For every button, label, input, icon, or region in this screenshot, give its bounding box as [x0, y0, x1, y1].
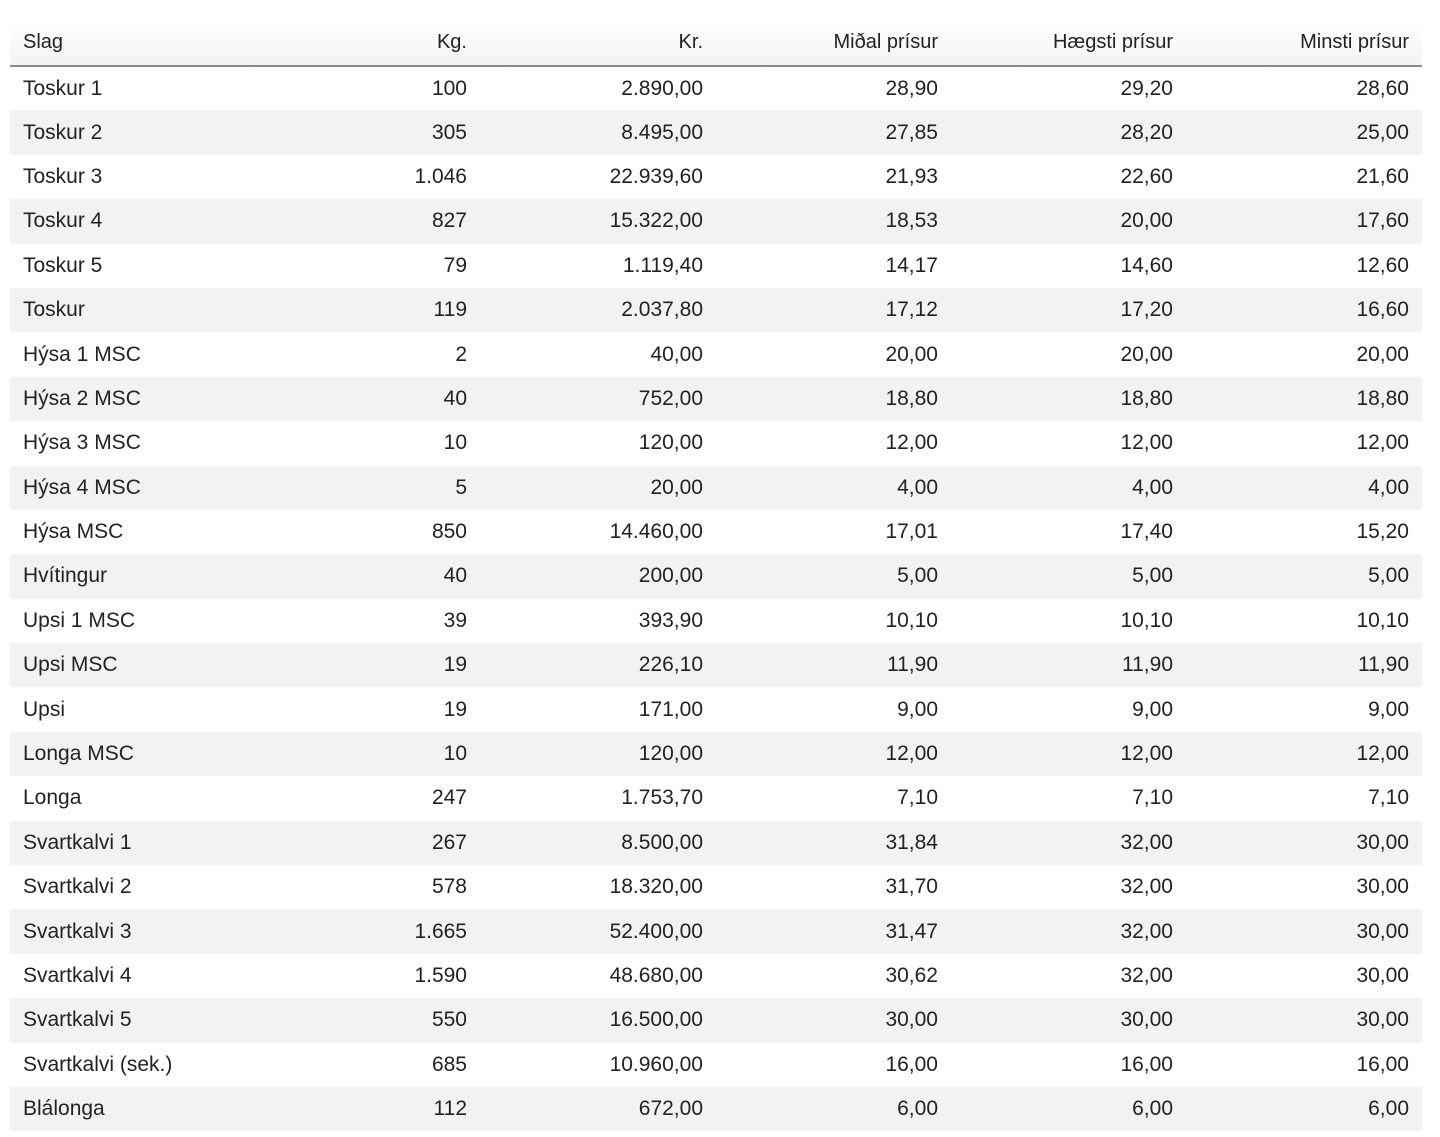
- table-row: [10, 599, 1422, 643]
- cell-min-price: 30,00: [1356, 830, 1409, 854]
- cell-species: Svartkalvi 4: [23, 964, 132, 987]
- cell-species: Hýsa 4 MSC: [23, 475, 141, 499]
- cell-max-price: 32,00: [1120, 919, 1173, 943]
- cell-kr: 48.680,00: [609, 964, 703, 987]
- cell-min-price: 21,60: [1356, 164, 1409, 188]
- cell-max-price: 20,00: [1120, 209, 1173, 233]
- cell-min-price: 18,80: [1356, 386, 1409, 410]
- cell-max-price: 20,00: [1120, 342, 1173, 366]
- cell-min-price: 30,00: [1356, 919, 1409, 943]
- cell-max-price: 6,00: [1132, 1097, 1173, 1121]
- cell-max-price: 32,00: [1120, 964, 1173, 987]
- cell-kr: 14.460,00: [609, 520, 703, 544]
- cell-kr: 15.322,00: [609, 209, 703, 233]
- cell-min-price: 9,00: [1368, 697, 1409, 721]
- cell-avg-price: 5,00: [897, 564, 938, 588]
- cell-avg-price: 31,70: [885, 875, 938, 899]
- cell-kg: 550: [431, 1008, 467, 1032]
- cell-min-price: 6,00: [1368, 1097, 1409, 1121]
- cell-kg: 5: [455, 475, 467, 499]
- cell-kg: 19: [443, 697, 467, 721]
- cell-species: Upsi MSC: [23, 653, 118, 677]
- fish-price-table: [10, 20, 1422, 1131]
- cell-avg-price: 18,80: [885, 386, 938, 410]
- cell-kr: 2.037,80: [621, 298, 703, 322]
- cell-kg: 685: [431, 1052, 467, 1076]
- cell-kr: 120,00: [638, 742, 703, 766]
- cell-species: Toskur: [23, 298, 85, 322]
- cell-max-price: 5,00: [1132, 564, 1173, 588]
- table-row: [10, 110, 1422, 154]
- cell-kg: 39: [443, 608, 467, 632]
- table-row: [10, 821, 1422, 865]
- cell-species: Hvítingur: [23, 564, 108, 588]
- cell-max-price: 28,20: [1120, 120, 1173, 144]
- cell-min-price: 15,20: [1356, 520, 1409, 544]
- cell-kg: 578: [431, 875, 467, 899]
- cell-min-price: 11,90: [1358, 653, 1409, 677]
- table-row: [10, 332, 1422, 376]
- cell-max-price: 17,40: [1120, 520, 1173, 544]
- cell-avg-price: 7,10: [897, 786, 938, 810]
- table-row: [10, 510, 1422, 554]
- cell-kr: 8.500,00: [621, 830, 703, 854]
- cell-species: Hýsa 3 MSC: [23, 431, 141, 455]
- cell-avg-price: 27,85: [885, 120, 938, 144]
- header-row: [10, 20, 1422, 66]
- cell-avg-price: 30,00: [885, 1008, 938, 1032]
- cell-species: Toskur 3: [23, 164, 103, 188]
- cell-species: Svartkalvi 5: [23, 1008, 132, 1032]
- cell-kg: 267: [431, 830, 467, 854]
- cell-min-price: 17,60: [1356, 209, 1409, 233]
- cell-kg: 850: [431, 520, 467, 544]
- cell-kr: 171,00: [638, 697, 703, 721]
- table-row: [10, 687, 1422, 731]
- table-header: [10, 20, 1422, 66]
- table-row: [10, 199, 1422, 243]
- cell-kr: 226,10: [638, 653, 703, 677]
- cell-kr: 2.890,00: [621, 76, 703, 100]
- cell-species: Upsi 1 MSC: [23, 608, 136, 632]
- header-kr[interactable]: Kr.: [480, 20, 716, 66]
- cell-kg: 112: [433, 1097, 467, 1121]
- header-max-price[interactable]: Hægsti prísur: [951, 20, 1186, 66]
- cell-max-price: 14,60: [1120, 253, 1173, 277]
- header-species[interactable]: Slag: [10, 20, 245, 66]
- table-body: [10, 66, 1422, 1131]
- cell-kg: 247: [431, 786, 467, 810]
- cell-avg-price: 16,00: [885, 1052, 938, 1076]
- cell-kg: 100: [431, 76, 467, 100]
- cell-avg-price: 12,00: [885, 431, 938, 455]
- cell-kr: 16.500,00: [609, 1008, 703, 1032]
- header-avg-price[interactable]: Miðal prísur: [716, 20, 951, 66]
- table-row: [10, 244, 1422, 288]
- cell-kr: 672,00: [638, 1097, 703, 1121]
- table-row: [10, 909, 1422, 953]
- table-row: [10, 1087, 1422, 1131]
- cell-max-price: 32,00: [1120, 830, 1173, 854]
- cell-min-price: 7,10: [1368, 786, 1409, 810]
- table-row: [10, 998, 1422, 1042]
- cell-avg-price: 21,93: [885, 164, 938, 188]
- table-row: [10, 554, 1422, 598]
- cell-kr: 18.320,00: [609, 875, 703, 899]
- cell-species: Longa: [23, 786, 82, 810]
- cell-species: Svartkalvi 2: [23, 875, 132, 899]
- header-min-price[interactable]: Minsti prísur: [1186, 20, 1422, 66]
- table-row: [10, 66, 1422, 110]
- table-row: [10, 732, 1422, 776]
- cell-species: Svartkalvi 1: [23, 830, 132, 854]
- cell-kr: 393,90: [638, 608, 703, 632]
- cell-avg-price: 10,10: [885, 608, 938, 632]
- cell-kg: 19: [443, 653, 467, 677]
- table-row: [10, 776, 1422, 820]
- cell-kr: 120,00: [638, 431, 703, 455]
- cell-kg: 2: [455, 342, 467, 366]
- cell-min-price: 30,00: [1356, 1008, 1409, 1032]
- cell-kg: 119: [433, 298, 467, 322]
- cell-max-price: 18,80: [1120, 386, 1173, 410]
- cell-kr: 22.939,60: [609, 164, 703, 188]
- cell-min-price: 30,00: [1356, 964, 1409, 987]
- cell-species: Svartkalvi (sek.): [23, 1052, 173, 1076]
- cell-kg: 1.046: [414, 164, 467, 188]
- cell-kr: 200,00: [638, 564, 703, 588]
- cell-avg-price: 20,00: [885, 342, 938, 366]
- table-row: [10, 1043, 1422, 1087]
- cell-kr: 40,00: [650, 342, 703, 366]
- cell-min-price: 16,00: [1356, 1052, 1409, 1076]
- cell-avg-price: 14,17: [885, 253, 938, 277]
- cell-kr: 752,00: [638, 386, 703, 410]
- header-kg[interactable]: Kg.: [245, 20, 480, 66]
- cell-min-price: 30,00: [1356, 875, 1409, 899]
- cell-kg: 40: [443, 386, 467, 410]
- cell-species: Toskur 2: [23, 120, 103, 144]
- cell-min-price: 4,00: [1368, 475, 1409, 499]
- cell-species: Longa MSC: [23, 742, 134, 766]
- table-row: [10, 643, 1422, 687]
- cell-kg: 79: [443, 253, 467, 277]
- cell-species: Hýsa 1 MSC: [23, 342, 141, 366]
- cell-kg: 305: [431, 120, 467, 144]
- cell-min-price: 20,00: [1356, 342, 1409, 366]
- cell-species: Toskur 4: [23, 209, 103, 233]
- cell-avg-price: 18,53: [885, 209, 938, 233]
- cell-avg-price: 30,62: [885, 964, 938, 987]
- cell-max-price: 16,00: [1120, 1052, 1173, 1076]
- cell-max-price: 10,10: [1120, 608, 1173, 632]
- cell-kr: 1.119,40: [622, 253, 703, 277]
- cell-kr: 10.960,00: [609, 1052, 703, 1076]
- cell-kg: 40: [443, 564, 467, 588]
- cell-max-price: 22,60: [1120, 164, 1173, 188]
- cell-max-price: 29,20: [1120, 76, 1173, 100]
- cell-min-price: 12,00: [1356, 742, 1409, 766]
- cell-avg-price: 17,01: [885, 520, 938, 544]
- cell-kg: 10: [443, 742, 467, 766]
- cell-kr: 20,00: [650, 475, 703, 499]
- cell-species: Upsi: [23, 697, 66, 721]
- cell-kr: 52.400,00: [609, 919, 703, 943]
- table-row: [10, 865, 1422, 909]
- table-row: [10, 288, 1422, 332]
- cell-kg: 1.590: [414, 964, 467, 987]
- cell-species: Blálonga: [23, 1097, 105, 1121]
- cell-avg-price: 31,84: [885, 830, 938, 854]
- cell-max-price: 12,00: [1120, 431, 1173, 455]
- cell-kg: 10: [443, 431, 467, 455]
- cell-avg-price: 28,90: [885, 76, 938, 100]
- cell-species: Svartkalvi 3: [23, 919, 132, 943]
- cell-kr: 1.753,70: [621, 786, 703, 810]
- cell-min-price: 10,10: [1356, 608, 1409, 632]
- table-row: [10, 377, 1422, 421]
- cell-min-price: 12,60: [1356, 253, 1409, 277]
- cell-min-price: 16,60: [1356, 298, 1409, 322]
- cell-avg-price: 12,00: [885, 742, 938, 766]
- cell-max-price: 9,00: [1132, 697, 1173, 721]
- table-row: [10, 421, 1422, 465]
- cell-min-price: 28,60: [1356, 76, 1409, 100]
- cell-avg-price: 6,00: [897, 1097, 938, 1121]
- cell-max-price: 7,10: [1132, 786, 1173, 810]
- cell-max-price: 30,00: [1120, 1008, 1173, 1032]
- cell-kg: 1.665: [414, 919, 467, 943]
- table-row: [10, 155, 1422, 199]
- cell-min-price: 25,00: [1356, 120, 1409, 144]
- cell-avg-price: 11,90: [887, 653, 938, 677]
- cell-max-price: 11,90: [1122, 653, 1173, 677]
- cell-max-price: 12,00: [1120, 742, 1173, 766]
- cell-avg-price: 17,12: [885, 298, 938, 322]
- cell-species: Toskur 5: [23, 253, 103, 277]
- cell-min-price: 12,00: [1356, 431, 1409, 455]
- cell-kg: 827: [431, 209, 467, 233]
- cell-avg-price: 4,00: [897, 475, 938, 499]
- table-row: [10, 466, 1422, 510]
- price-table-container: [10, 20, 1422, 1131]
- cell-avg-price: 31,47: [885, 919, 938, 943]
- cell-species: Hýsa MSC: [23, 520, 124, 544]
- cell-min-price: 5,00: [1368, 564, 1409, 588]
- cell-max-price: 32,00: [1120, 875, 1173, 899]
- cell-species: Toskur 1: [23, 76, 103, 100]
- cell-avg-price: 9,00: [897, 697, 938, 721]
- table-row: [10, 954, 1422, 998]
- cell-max-price: 17,20: [1120, 298, 1173, 322]
- cell-kr: 8.495,00: [621, 120, 703, 144]
- cell-max-price: 4,00: [1132, 475, 1173, 499]
- cell-species: Hýsa 2 MSC: [23, 386, 141, 410]
